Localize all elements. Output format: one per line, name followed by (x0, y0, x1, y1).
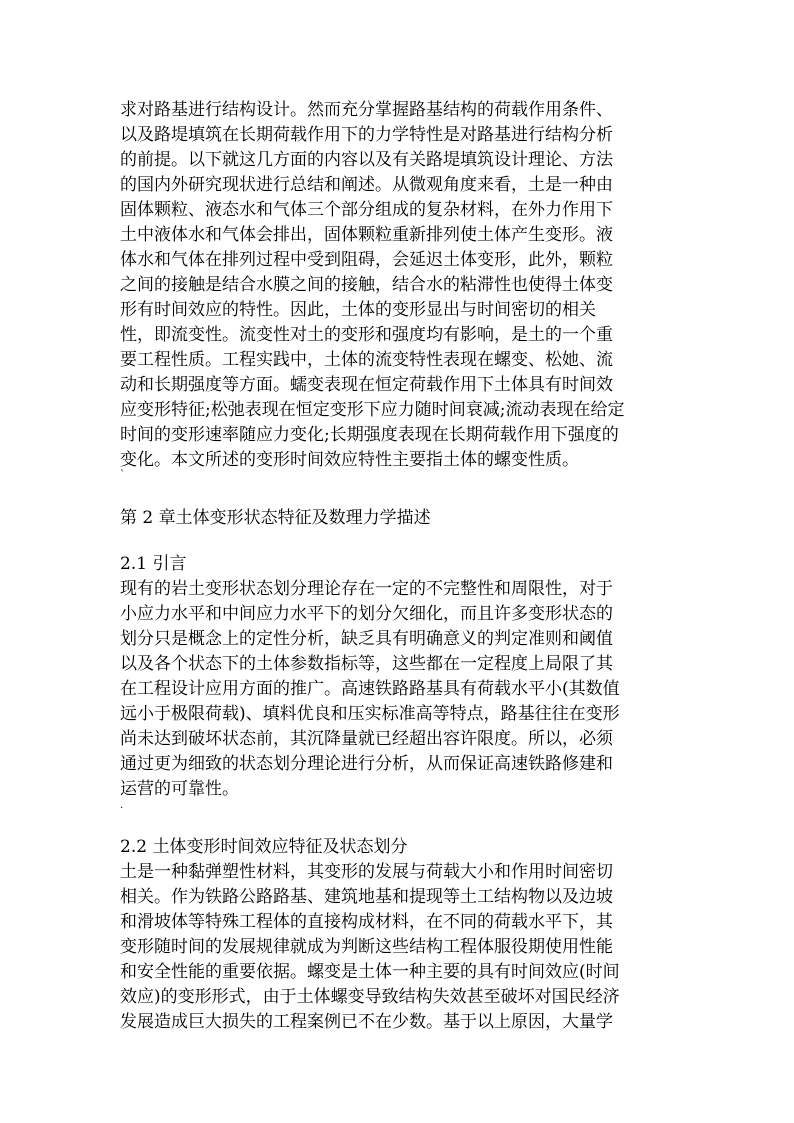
paragraph1-line: 动和长期强度等方面。蠕变表现在恒定荷载作用下土体具有时间效 (120, 375, 613, 395)
section-2-1-line: 通过更为细致的状态划分理论进行分析，从而保证高速铁路修建和 (120, 754, 613, 774)
section-2-1-line: 尚未达到破坏状态前，其沉降量就已经超出容许限度。所以，必须 (120, 729, 613, 749)
section-2-2-line: 发展造成巨大损失的工程案例已不在少数。基于以上原因，大量学 (120, 1012, 613, 1032)
section-2-2-line: 效应)的变形形式，由于土体螺变导致结构失效甚至破坏对国民经济 (120, 987, 620, 1007)
paragraph1-line: 的前提。以下就这几方面的内容以及有关路堤填筑设计理论、方法 (120, 150, 613, 170)
paragraph-marker: ` (120, 470, 125, 481)
paragraph1-line: 形有时间效应的特性。因此，土体的变形显出与时间密切的相关 (120, 300, 596, 320)
paragraph1-line: 求对路基进行结构设计。然而充分掌握路基结构的荷载作用条件、 (120, 100, 613, 120)
section-2-1-line: 小应力水平和中间应力水平下的划分欠细化，而且许多变形状态的 (120, 604, 613, 624)
section-2-1-line: 运营的可靠性。 (120, 779, 239, 799)
paragraph1-line: 时间的变形速率随应力变化;长期强度表现在长期荷载作用下强度的 (120, 425, 619, 445)
section-2-1-line: 远小于极限荷载)、填料优良和压实标准高等特点，路基往往在变形 (120, 704, 620, 724)
section-2-2-line: 和滑坡体等特殊工程体的直接构成材料，在不同的荷载水平下，其 (120, 912, 613, 932)
paragraph1-line: 体水和气体在排列过程中受到阻碍，会延迟土体变形，此外，颗粒 (120, 250, 613, 270)
chapter-heading: 第 2 章土体变形状态特征及数理力学描述 (120, 508, 431, 528)
section-2-1-line: 在工程设计应用方面的推广。高速铁路路基具有荷载水平小(其数值 (120, 679, 620, 699)
section-2-1-line: 以及各个状态下的土体参数指标等，这些都在一定程度上局限了其 (120, 654, 613, 674)
paragraph1-line: 固体颗粒、液态水和气体三个部分组成的复杂材料，在外力作用下 (120, 200, 613, 220)
section-2-2-line: 变形随时间的发展规律就成为判断这些结构工程体服役期使用性能 (120, 937, 613, 957)
paragraph1-line: 的国内外研究现状进行总结和阐述。从微观角度来看，土是一种由 (120, 175, 613, 195)
section-heading-2-2: 2.2 土体变形时间效应特征及状态划分 (120, 837, 408, 857)
paragraph1-line: 以及路堤填筑在长期荷载作用下的力学特性是对路基进行结构分析 (120, 125, 613, 145)
section-2-2-line: 和安全性能的重要依据。螺变是土体一种主要的具有时间效应(时间 (120, 962, 620, 982)
paragraph1-line: 之间的接触是结合水膜之间的接触，结合水的粘滞性也使得土体变 (120, 275, 613, 295)
section-2-2-line: 土是一种黏弹塑性材料，其变形的发展与荷载大小和作用时间密切 (120, 862, 613, 882)
paragraph1-line: 要工程性质。工程实践中，土体的流变特性表现在螺变、松她、流 (120, 350, 613, 370)
section-2-2-line: 相关。作为铁路公路路基、建筑地基和提现等土工结构物以及边坡 (120, 887, 613, 907)
section-2-1-line: 划分只是概念上的定性分析，缺乏具有明确意义的判定准则和阈值 (120, 629, 613, 649)
paragraph1-line: 应变形特征;松弛表现在恒定变形下应力随时间衰减;流动表现在给定 (120, 400, 625, 420)
paragraph1-line: 土中液体水和气体会排出，固体颗粒重新排列使土体产生变形。液 (120, 225, 613, 245)
paragraph-marker: . (120, 800, 124, 811)
paragraph1-line: 性，即流变性。流变性对土的变形和强度均有影响，是土的一个重 (120, 325, 613, 345)
paragraph1-line: 变化。本文所述的变形时间效应特性主要指土体的螺变性质。 (120, 450, 579, 470)
section-heading-2-1: 2.1 引言 (120, 554, 187, 574)
section-2-1-line: 现有的岩土变形状态划分理论存在一定的不完整性和周限性，对于 (120, 579, 613, 599)
